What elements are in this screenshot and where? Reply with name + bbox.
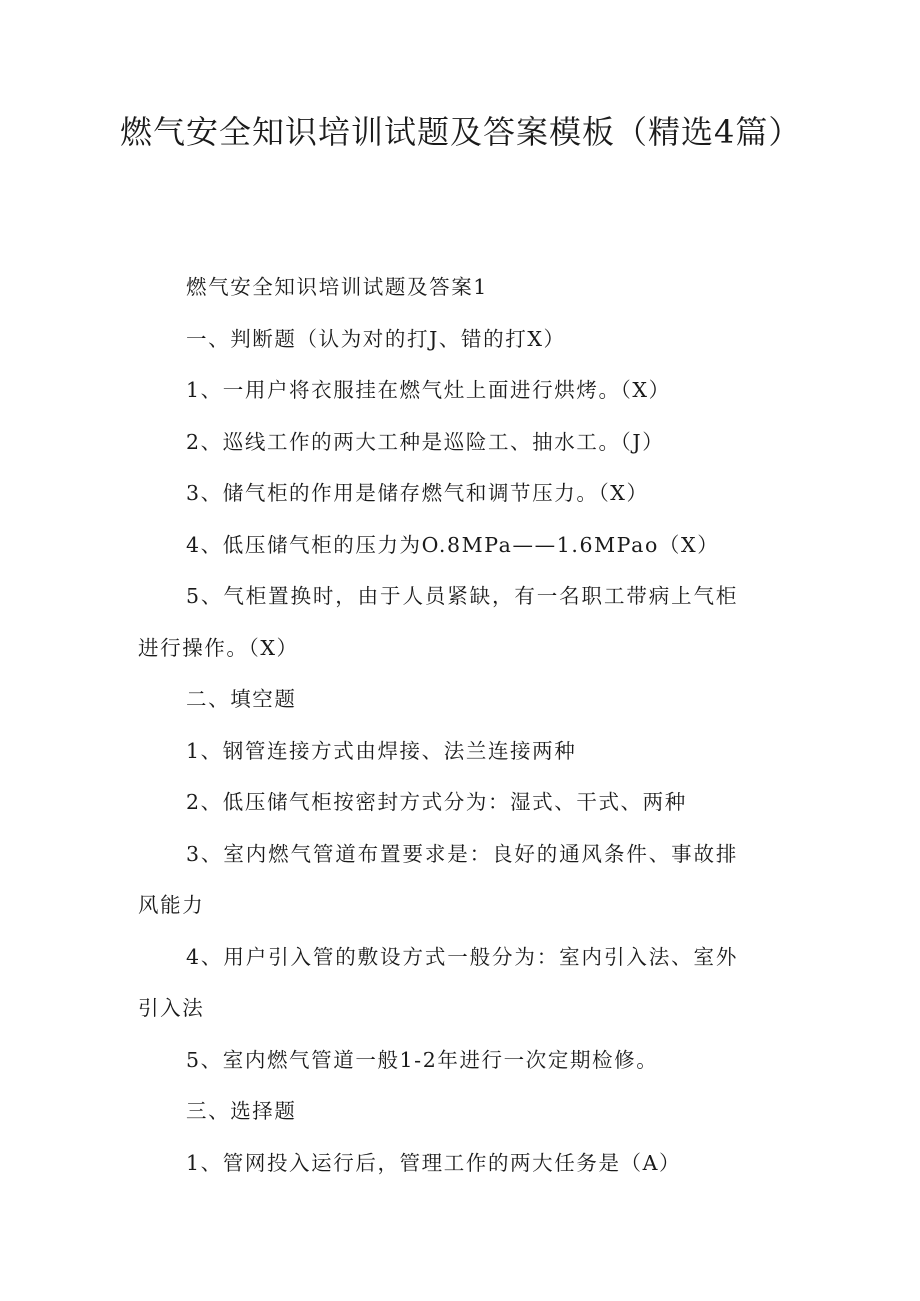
section-heading-article: 燃气安全知识培训试题及答案1: [186, 275, 488, 299]
question-item: 4、用户引入管的敷设方式一般分为：室内引入法、室外引入法: [138, 944, 738, 1020]
section-heading-multiple-choice: 三、选择题: [186, 1099, 297, 1123]
question-item: 3、储气柜的作用是储存燃气和调节压力。（X）: [186, 481, 649, 505]
question-item: 5、气柜置换时，由于人员紧缺，有一名职工带病上气柜进行操作。（X）: [138, 584, 738, 660]
question-item: 1、管网投入运行后，管理工作的两大任务是（A）: [186, 1150, 682, 1175]
section-heading-fill-blank: 二、填空题: [186, 687, 297, 711]
document-body: [138, 262, 738, 1189]
section-heading-true-false: 一、判断题（认为对的打J、错的打X）: [186, 326, 566, 351]
question-item: 2、低压储气柜按密封方式分为：湿式、干式、两种: [186, 790, 687, 814]
question-item: 1、钢管连接方式由焊接、法兰连接两种: [186, 738, 577, 763]
document-title: 燃气安全知识培训试题及答案模板（精选4篇）: [120, 113, 802, 151]
question-item: 2、巡线工作的两大工种是巡险工、抽水工。（J）: [186, 429, 665, 454]
question-item: 5、室内燃气管道一般1-2年进行一次定期检修。: [186, 1047, 659, 1072]
question-item: 4、低压储气柜的压力为O.8MPa——1.6MPao（X）: [186, 532, 720, 557]
question-item: 1、一用户将衣服挂在燃气灶上面进行烘烤。（X）: [186, 378, 671, 402]
question-item: 3、室内燃气管道布置要求是：良好的通风条件、事故排风能力: [138, 841, 738, 917]
